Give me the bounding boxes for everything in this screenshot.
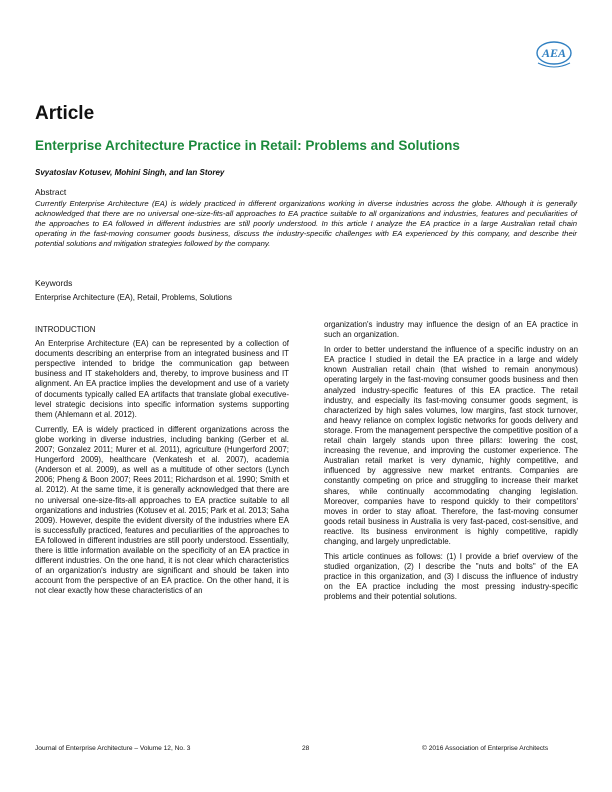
- body-paragraph: An Enterprise Architecture (EA) can be represented by a collection of documents describing an enterprise from an integrated business and IT perspective intended to bridge the communication gap between business and IT stakeholders and, thereby, to improve business and IT alignment. An EA practice implies the development and use of a variety of documents typically called EA artifacts that translate global executive-level strategic decisions into specific information systems supporting them (Ahlemann et al. 2012).: [35, 339, 289, 419]
- footer-journal: Journal of Enterprise Architecture – Volume 12, No. 3: [35, 745, 191, 752]
- keywords-text: Enterprise Architecture (EA), Retail, Problems, Solutions: [35, 293, 232, 302]
- logo-text: AEA: [541, 46, 567, 60]
- footer-copyright: © 2016 Association of Enterprise Architects: [422, 745, 549, 752]
- body-column-right: [324, 320, 578, 608]
- aea-logo: [532, 38, 576, 74]
- author-list: Svyatoslav Kotusev, Mohini Singh, and Ian Storey: [35, 168, 225, 177]
- article-label: Article: [35, 103, 95, 124]
- abstract-heading: Abstract: [35, 187, 67, 197]
- intro-heading: INTRODUCTION: [35, 325, 96, 334]
- body-column-left: [35, 325, 289, 601]
- keywords-heading: Keywords: [35, 278, 73, 288]
- body-paragraph: Currently, EA is widely practiced in different organizations across the globe working in diverse industries, including banking (Gerber et al. 2007; Gonzalez 2011; Murer et al. 2011), agriculture (Hungerford 2007; Hungerford 2009), healthcare (Venkatesh et al. 2007), academia (Anderson et al. 2009), as well as a multitude of other sectors (Lynch 2006; Pheng & Boon 2007; Rees 2011; Richardson et al. 1990; Smith et al. 2012). At the same time, it is generally acknowledged that there are no universal one-size-fits-all approaches to EA practice suitable to all organizations and industries (Kotusev et al. 2015; Park et al. 2013; Saha 2009). However, despite the evident diversity of the industries where EA is successfully practiced, features and peculiarities of the approaches to EA followed in different industries are still poorly understood. Essentially, there is little information available on the specificity of an EA practice in different industries. On the one hand, it is not clear which characteristics of an organization's industry are significant and should be taken into account from the perspective of an EA practice. On the other hand, it is not clear exactly how these characteristics of an: [35, 424, 289, 596]
- body-paragraph: In order to better understand the influence of a specific industry on an EA practice I studied in detail the EA practice in a large and widely known Australian retail chain (that wished to remain anonymous) operating largely in the fast-moving consumer goods business and then analyzed industry-specific features of this EA practice. The retail industry, and especially its fast-moving consumer goods segment, is characterized by high sales volumes, low margins, fast stock turnover, and heavy reliance on complex logistic networks for goods delivery and storage. From the management perspective the competitive position of a retail chain largely stands upon three pillars: lowering the cost, increasing the revenue, and improving the customer experience. The Australian retail market is very dynamic, highly competitive, and influenced by aggressive new market entrants. Companies are constantly competing on price and struggling to increase their market shares, while continually accommodating changing legislation. Moreover, companies have to respond quickly to their competitors' moves in order to stay afloat. Therefore, the fast-moving consumer goods retail business in Australia is very fast-paced, cost-sensitive, and reactive. Its business environment is highly competitive, rapidly changing, and largely unpredictable.: [324, 345, 578, 546]
- body-paragraph: This article continues as follows: (1) I provide a brief overview of the studied organization, (2) I describe the "nuts and bolts" of the EA practice in this organization, and (3) I discuss the influence of industry on the EA practice including the most pressing industry-specific problems and their potential solutions.: [324, 552, 578, 602]
- abstract-text: Currently Enterprise Architecture (EA) is widely practiced in different organizations working in diverse industries across the globe. Although it is generally acknowledged that there are no universal one-size-fits-all approaches to EA practice suitable to all organizations and industries, features and peculiarities of the approaches to EA followed in different industries are still poorly understood. In this article I analyze the EA practice in a large Australian retail chain operating in the fast-moving consumer goods business, discuss the industry-specific challenges with EA experienced by this company, and describe their potential solutions and mitigation strategies followed by the company.: [35, 199, 577, 248]
- body-paragraph: organization's industry may influence the design of an EA practice in such an organization.: [324, 320, 578, 340]
- footer-page-number: 28: [302, 745, 310, 752]
- aea-logo-icon: [532, 38, 576, 74]
- article-title: Enterprise Architecture Practice in Retail: Problems and Solutions: [35, 138, 460, 153]
